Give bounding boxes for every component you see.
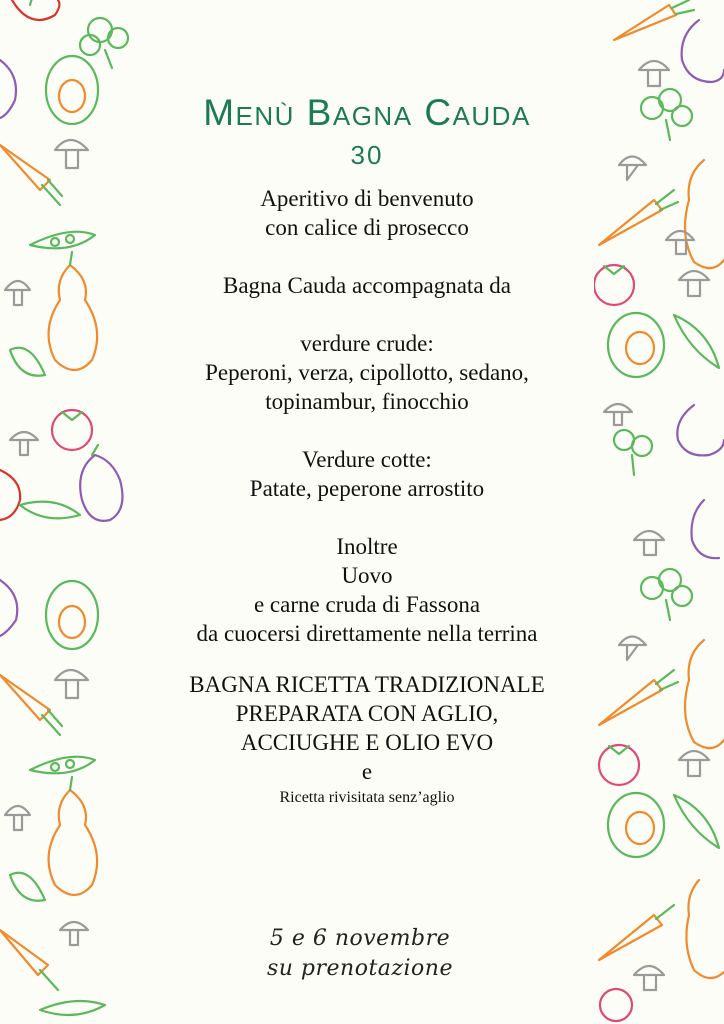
- avocado-icon: [46, 581, 98, 649]
- onion-icon: [0, 60, 16, 118]
- broccoli-icon: [80, 18, 128, 68]
- squash-icon: [685, 160, 724, 268]
- ricetta-line-2: PREPARATA CON AGLIO,: [235, 701, 499, 726]
- aperitivo-line-2: con calice di prosecco: [265, 215, 469, 240]
- mushroom-icon: [55, 670, 88, 698]
- pea-pod-icon: [674, 315, 719, 368]
- crude-line-2: topinambur, finocchio: [265, 389, 469, 414]
- mushroom-icon: [5, 806, 30, 830]
- broccoli-icon: [641, 89, 692, 140]
- pepper-icon: [12, 0, 59, 20]
- menu-title: Menù Bagna Cauda: [203, 92, 531, 133]
- mushroom-icon: [639, 61, 669, 86]
- cotte-line-1: Patate, peperone arrostito: [249, 476, 485, 501]
- onion-icon: [677, 405, 724, 455]
- pea-pod-icon: [20, 502, 80, 519]
- carrot-icon: [599, 905, 674, 960]
- crude-title: verdure crude:: [300, 331, 434, 356]
- cotte-title: Verdure cotte:: [302, 447, 432, 472]
- pea-pod-icon: [30, 232, 95, 249]
- carrot-icon: [0, 675, 62, 735]
- mushroom-icon: [634, 966, 664, 990]
- avocado-icon: [608, 793, 664, 857]
- onion-icon: [692, 500, 720, 558]
- ricetta-alt: Ricetta rivisitata senz’aglio: [279, 789, 455, 806]
- onion-icon: [682, 20, 724, 82]
- tomato-icon: [52, 410, 92, 450]
- broccoli-icon: [641, 569, 692, 620]
- inoltre-line-3: da cuocersi direttamente nella terrina: [196, 621, 538, 646]
- mushroom-icon: [55, 140, 88, 168]
- leaf-icon: [10, 348, 45, 376]
- bagna-intro: Bagna Cauda accompagnata da: [222, 273, 511, 298]
- eggplant-icon: [80, 445, 122, 521]
- carrot-icon: [614, 0, 694, 40]
- carrot-icon: [0, 930, 58, 990]
- footer-date: 5 e 6 novembre: [269, 926, 451, 951]
- squash-icon: [49, 252, 98, 370]
- ricetta-line-1: BAGNA RICETTA TRADIZIONALE: [189, 672, 545, 697]
- inoltre-line-2: e carne cruda di Fassona: [253, 592, 481, 617]
- inoltre-title: Inoltre: [336, 534, 398, 559]
- avocado-icon: [608, 313, 664, 377]
- pea-pod-icon: [40, 1001, 105, 1015]
- inoltre-line-1: Uovo: [341, 563, 393, 588]
- ricetta-line-3: ACCIUGHE E OLIO EVO: [240, 730, 494, 755]
- pea-pod-icon: [674, 795, 719, 848]
- footer-booking: su prenotazione: [266, 956, 453, 981]
- onion-icon: [0, 580, 17, 636]
- broccoli-icon: [614, 430, 652, 475]
- menu-content: [120, 90, 614, 810]
- carrot-icon: [0, 145, 62, 205]
- tomato-icon: [600, 989, 632, 1021]
- mushroom-icon: [634, 531, 664, 555]
- pea-pod-icon: [30, 757, 95, 774]
- mushroom-icon: [619, 157, 646, 181]
- mushroom-icon: [619, 637, 646, 661]
- mushroom-icon: [60, 922, 88, 945]
- mushroom-icon: [679, 271, 709, 296]
- aperitivo-line-1: Aperitivo di benvenuto: [260, 186, 474, 211]
- squash-icon: [49, 777, 98, 895]
- pepper-icon: [0, 470, 20, 520]
- mushroom-icon: [5, 281, 30, 305]
- ricetta-and: e: [361, 759, 373, 784]
- leaf-icon: [10, 873, 45, 901]
- crude-line-1: Peperoni, verza, cipollotto, sedano,: [205, 360, 529, 385]
- menu-price: 30: [350, 140, 384, 170]
- avocado-icon: [46, 56, 98, 124]
- mushroom-icon: [679, 751, 709, 776]
- mushroom-icon: [10, 432, 38, 455]
- squash-icon: [685, 640, 724, 748]
- left-vegetable-border: [0, 0, 130, 1024]
- squash-icon: [686, 880, 724, 978]
